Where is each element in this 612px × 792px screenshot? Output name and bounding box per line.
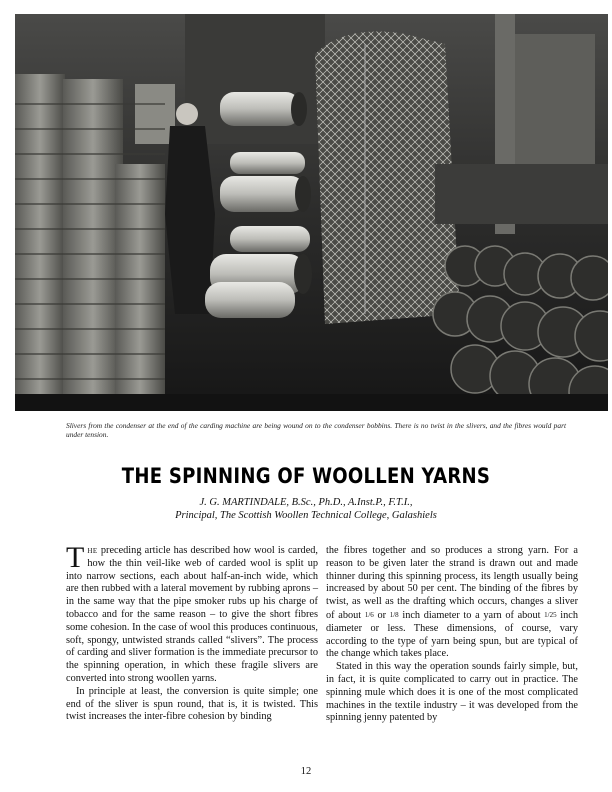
- fraction: 1/6: [364, 610, 374, 619]
- condenser-bobbins: [433, 246, 608, 411]
- mill-photograph: [15, 14, 608, 411]
- text-column-right: [326, 545, 578, 725]
- paragraph: Stated in this way the operation sounds fairly simple, but, in fact, it is quite complicated to carry out in practice. The spinning mule which does it is one of the most complicated machines in the textile industry – it was developed from the spinning jenny patented by: [326, 661, 578, 724]
- byline: [0, 496, 612, 522]
- photo-caption: Slivers from the condenser at the end of the carding machine are being wound on to the condenser bobbins. There is no twist in the slivers, and the fibres would part under tension.: [66, 421, 566, 439]
- text-column-left: [66, 541, 318, 724]
- paragraph: [326, 545, 578, 661]
- paragraph-text: or: [373, 609, 390, 621]
- paragraph-text: inch diameter to a yarn of about: [398, 609, 545, 621]
- paragraph: [66, 541, 318, 686]
- fraction: 1/8: [389, 610, 399, 619]
- fraction: 1/25: [544, 610, 557, 619]
- article-title: THE SPINNING OF WOOLLEN YARNS: [121, 464, 491, 488]
- paragraph-text: the fibres together and so produces a strong yarn. For a reason to be given later the strand is drawn out and made thinner during this spinning process, its length usually being increased by about 50 per cent. The binding of the fibres by twist, as well as the drafting which occurs, changes a sliver of about: [326, 545, 578, 621]
- page-number: 12: [300, 766, 312, 777]
- paragraph-text: preceding article has described how wool is carded, how the thin veil-like web of carded wool is split up into narrow sections, each about half-an-inch wide, which are then rubbed with a lateral movement by rubbing aprons – in the same way that the pipe smoker rubs up his charge of tobacco and for the same reason – to give the short fibres some cohesion. In the case of wool this produces continuous, soft, spongy, untwisted strands called “slivers”. The process of carding and sliver formation is the immediate precursor to the spinning operation, in which these fragile slivers are converted into strong woollen yarns.: [66, 545, 318, 684]
- lead-words: he: [87, 545, 98, 556]
- paragraph-text: inch diameter or less. These dimensions, of course, vary according to the type of yarn being spun, but are typical of the change which takes place.: [326, 609, 578, 660]
- photo-illustration: [15, 14, 608, 411]
- drop-cap: T: [66, 541, 85, 574]
- author-name: J. G. MARTINDALE, B.Sc., Ph.D., A.Inst.P., F.T.I.,: [199, 497, 413, 508]
- paragraph: In principle at least, the conversion is quite simple; one end of the sliver is spun round, that is, it is twisted. This twist increases the inter-fibre cohesion by binding: [66, 685, 318, 723]
- author-affiliation: Principal, The Scottish Woollen Technical College, Galashiels: [175, 510, 437, 521]
